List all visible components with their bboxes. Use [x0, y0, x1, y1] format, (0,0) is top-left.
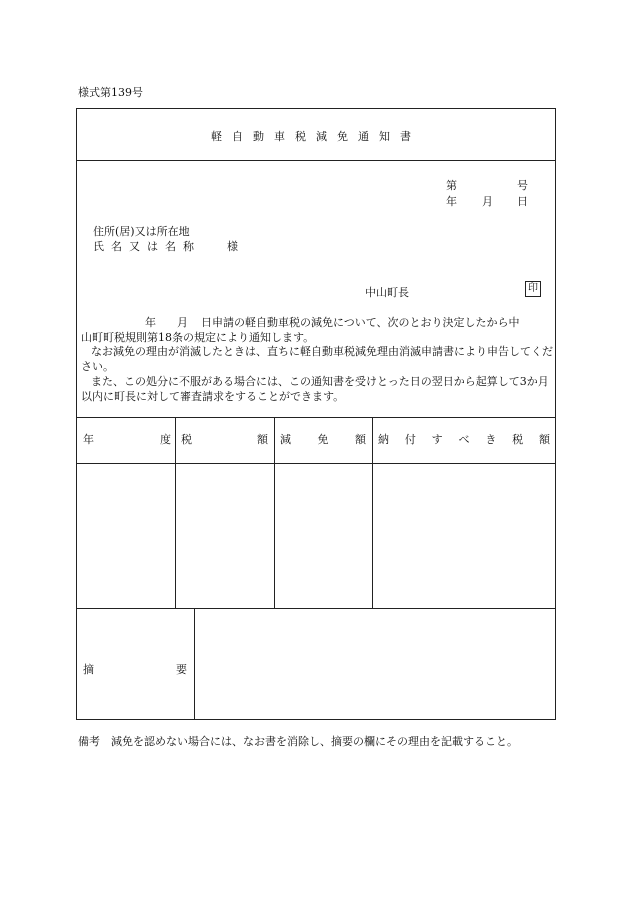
header-char: 要	[176, 663, 187, 676]
date-day: 日	[517, 195, 528, 208]
notice-form	[76, 108, 556, 720]
header-char: 額	[355, 433, 366, 446]
header-char: 額	[257, 433, 268, 446]
header-tax-amount	[181, 419, 268, 459]
body-month: 月	[177, 316, 188, 329]
date-month: 月	[482, 195, 493, 208]
number-suffix: 号	[517, 179, 528, 192]
body-paragraph-3: また、この処分に不服がある場合には、この通知書を受けとった日の翌日から起算して3か月以内に町長に対して審査請求をすることができます。	[81, 375, 549, 403]
divider	[77, 463, 555, 464]
header-char: 納	[378, 433, 389, 446]
header-fiscal-year	[83, 419, 171, 459]
issuer-name: 中山町長	[365, 286, 409, 299]
body-paragraph-2: なお減免の理由が消滅したときは、直ちに軽自動車税減免理由消滅申請書により申告してください。	[81, 345, 553, 373]
summary-label	[83, 649, 187, 689]
column-divider	[372, 417, 373, 608]
header-payable-amount	[378, 419, 550, 459]
body-line2: 山町町税規則第18条の規定により通知します。	[81, 331, 315, 344]
divider	[77, 417, 555, 418]
summary-field[interactable]	[195, 609, 555, 719]
form-title: 軽自動車税減免通知書	[211, 130, 421, 143]
column-divider	[274, 417, 275, 608]
seal-stamp: 印	[525, 281, 541, 297]
header-char: 度	[160, 433, 171, 446]
header-char: す	[431, 433, 443, 446]
header-char: 年	[83, 433, 94, 446]
name-label: 氏名又は名称	[93, 240, 201, 253]
header-char: べ	[458, 433, 470, 446]
footer-text: 減免を認めない場合には、なお書を消除し、摘要の欄にその理由を記載すること。	[111, 735, 518, 748]
header-char: 摘	[83, 663, 94, 676]
header-char: 免	[317, 433, 329, 446]
header-char: 減	[280, 433, 291, 446]
number-prefix: 第	[446, 179, 457, 192]
header-char: き	[485, 433, 497, 446]
divider	[77, 160, 555, 161]
header-char: 付	[404, 433, 416, 446]
footer-label: 備考	[78, 735, 100, 748]
header-char: 額	[538, 433, 550, 446]
body-line1: 日申請の軽自動車税の減免について、次のとおり決定したから中	[201, 316, 520, 329]
footer-note	[78, 733, 518, 749]
header-char: 税	[512, 433, 524, 446]
header-reduction-amount	[280, 419, 366, 459]
honorific: 様	[227, 240, 238, 253]
date-year: 年	[446, 195, 457, 208]
form-number: 様式第139号	[78, 86, 143, 99]
address-label: 住所(居)又は所在地	[93, 225, 190, 238]
column-divider	[175, 417, 176, 608]
header-char: 税	[181, 433, 192, 446]
body-year: 年	[145, 316, 156, 329]
